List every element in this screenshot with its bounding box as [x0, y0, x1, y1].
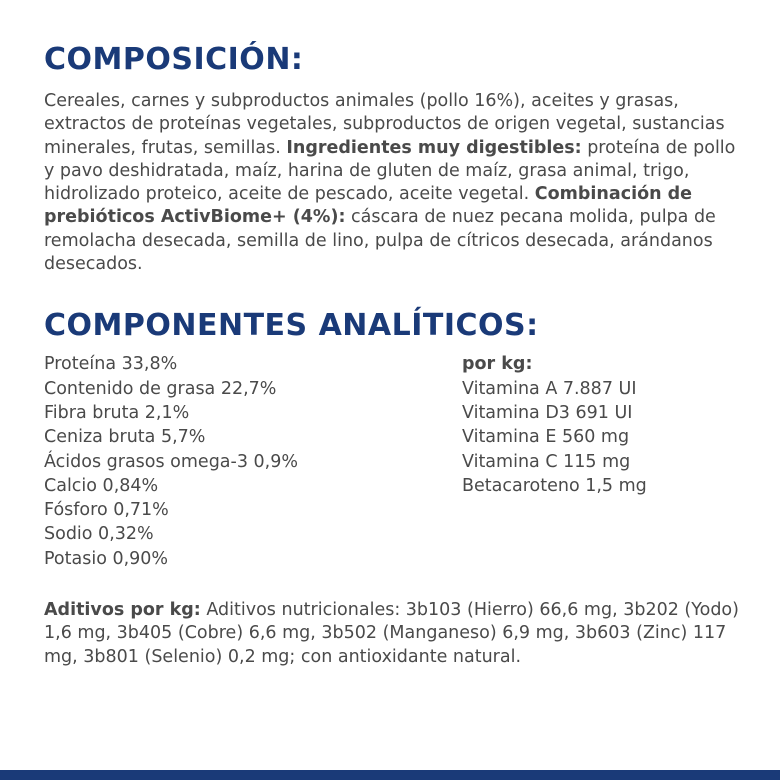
aditivos-label: Aditivos por kg: [44, 600, 201, 621]
digestibles-label: Ingredientes muy digestibles: [286, 137, 582, 158]
list-item: Proteína 33,8% [44, 354, 178, 375]
list-item: Betacaroteno 1,5 mg [462, 475, 647, 496]
list-item: Vitamina D3 691 UI [462, 402, 633, 423]
list-item: Potasio 0,90% [44, 548, 169, 569]
digestibles-text: proteína de pollo y pavo deshidratada, maíz, harina de gluten de maíz, grasa animal, trigo, hidrolizado proteico, aceite de pescado, aceite vegetal. [44, 137, 736, 205]
list-item: Fósforo 0,71% [44, 500, 169, 521]
list-item: Ácidos grasos omega-3 0,9% [44, 451, 298, 472]
composicion-heading: COMPOSICIÓN: [44, 42, 304, 77]
componentes-heading: COMPONENTES ANALÍTICOS: [44, 308, 539, 344]
list-item: Vitamina E 560 mg [462, 427, 630, 448]
list-item: Calcio 0,84% [44, 475, 159, 496]
componentes-columns [44, 352, 744, 571]
list-item: Vitamina C 115 mg [462, 451, 631, 472]
analytic-list [44, 352, 462, 571]
aditivos-body: Aditivos nutricionales: 3b103 (Hierro) 66,6 mg, 3b202 (Yodo) 1,6 mg, 3b405 (Cobre) 6,6 mg, 3b502 (Manganeso) 6,9 mg, 3b603 (Zinc) 117 mg, 3b801 (Selenio) 0,2 mg; con antioxidante natural. [44, 600, 739, 667]
prebioticos-text: cáscara de nuez pecana molida, pulpa de remolacha desecada, semilla de lino, pulpa de cítricos desecada, arándanos desecados. [44, 207, 716, 275]
product-info [44, 40, 744, 669]
list-item: Sodio 0,32% [44, 524, 154, 545]
list-item: Fibra bruta 2,1% [44, 402, 190, 423]
vitamin-list [462, 352, 742, 571]
prebioticos-label: Combinación de prebióticos ActivBiome+ (4%): [44, 184, 693, 228]
bottom-bar [0, 770, 780, 780]
list-item: Ceniza bruta 5,7% [44, 427, 206, 448]
aditivos-text [44, 599, 744, 669]
composicion-text [44, 90, 744, 276]
list-item: Vitamina A 7.887 UI [462, 378, 637, 399]
list-item: Contenido de grasa 22,7% [44, 378, 277, 399]
composicion-intro: Cereales, carnes y subproductos animales (pollo 16%), aceites y grasas, extractos de proteínas vegetales, subproductos de origen vegetal, sustancias minerales, frutas, semillas. [44, 91, 725, 158]
vitamin-list-title: por kg: [462, 354, 533, 375]
